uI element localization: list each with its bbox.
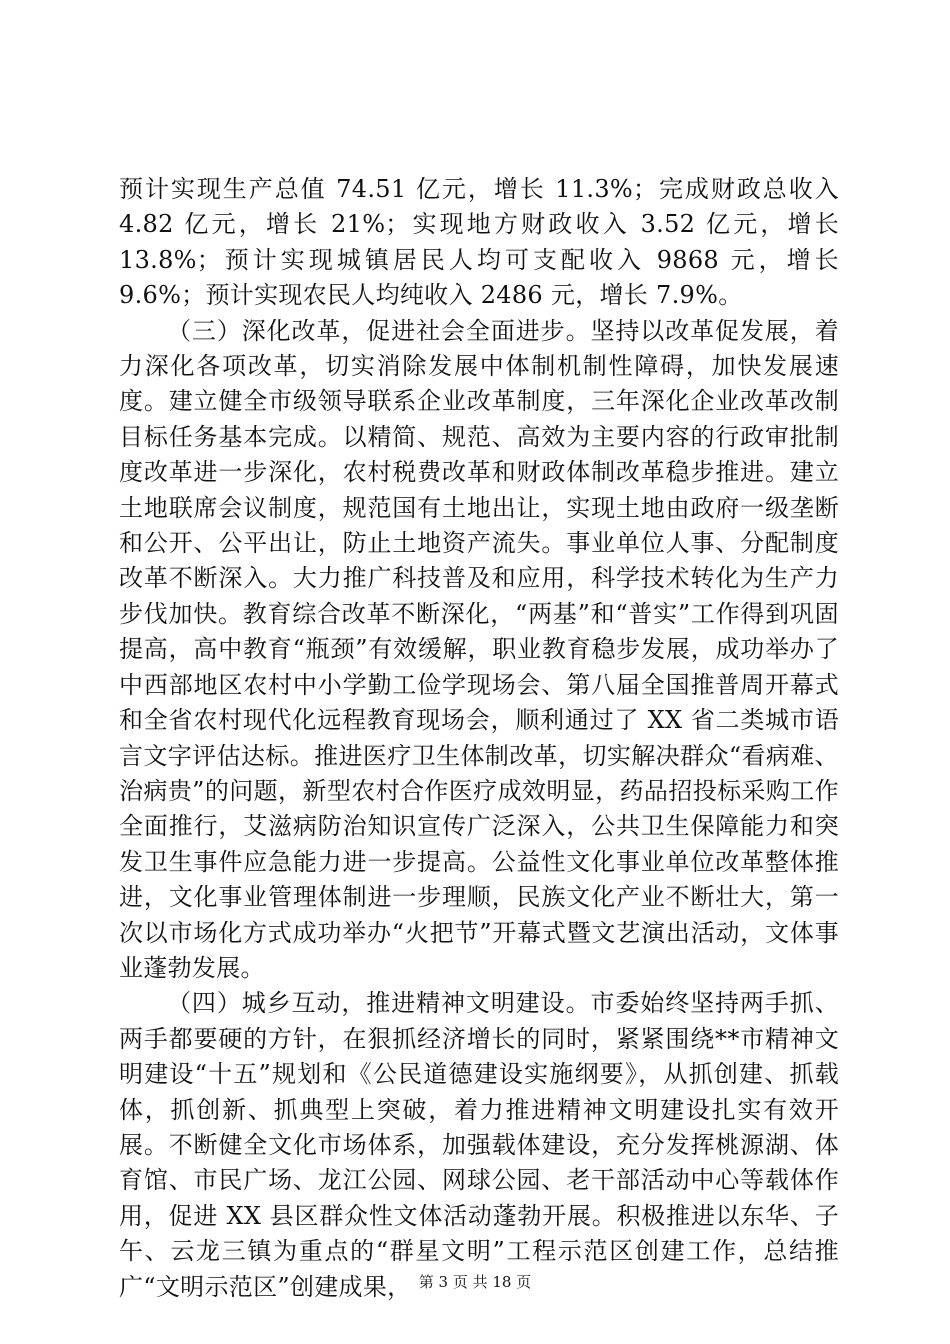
document-body	[119, 172, 839, 1305]
page-footer: 第 3 页 共 18 页	[418, 1273, 532, 1291]
paragraph-2: （三）深化改革，促进社会全面进步。坚持以改革促发展，着力深化各项改革，切实消除发展中体制机制性障碍，加快发展速度。建立健全市级领导联系企业改革制度，三年深化企业改革改制目标任务基本完成。以精简、规范、高效为主要内容的行政审批制度改革进一步深化，农村税费改革和财政体制改革稳步推进。建立土地联席会议制度，规范国有土地出让，实现土地由政府一级垄断和公开、公平出让，防止土地资产流失。事业单位人事、分配制度改革不断深入。大力推广科技普及和应用，科学技术转化为生产力步伐加快。教育综合改革不断深化，“两基”和“普实”工作得到巩固提高，高中教育“瓶颈”有效缓解，职业教育稳步发展，成功举办了中西部地区农村中小学勤工俭学现场会、第八届全国推普周开幕式和全省农村现代化远程教育现场会，顺利通过了 XX 省二类城市语言文字评估达标。推进医疗卫生体制改革，切实解决群众“看病难、治病贵”的问题，新型农村合作医疗成效明显，药品招投标采购工作全面推行，艾滋病防治知识宣传广泛深入，公共卫生保障能力和突发卫生事件应急能力进一步提高。公益性文化事业单位改革整体推进，文化事业管理体制进一步理顺，民族文化产业不断壮大，第一次以市场化方式成功举办“火把节”开幕式暨文艺演出活动，文体事业蓬勃发展。	[119, 316, 839, 982]
paragraph-1: 预计实现生产总值 74.51 亿元，增长 11.3%；完成财政总收入 4.82 亿元，增长 21%；实现地方财政收入 3.52 亿元，增长 13.8%；预计实现城镇居民人均可支配收入 9868 元，增长 9.6%；预计实现农民人均纯收入 2486 元，增长 7.9%。	[119, 175, 839, 310]
paragraph-3: （四）城乡互动，推进精神文明建设。市委始终坚持两手抓、两手都要硬的方针，在狠抓经济增长的同时，紧紧围绕**市精神文明建设“十五”规划和《公民道德建设实施纲要》，从抓创建、抓载体，抓创新、抓典型上突破，着力推进精神文明建设扎实有效开展。不断健全文化市场体系，加强载体建设，充分发挥桃源湖、体育馆、市民广场、龙江公园、网球公园、老干部活动中心等载体作用，促进 XX 县区群众性文体活动蓬勃开展。积极推进以东华、子午、云龙三镇为重点的“群星文明”工程示范区创建工作，总结推广“文明示范区”创建成果，	[119, 989, 839, 1301]
